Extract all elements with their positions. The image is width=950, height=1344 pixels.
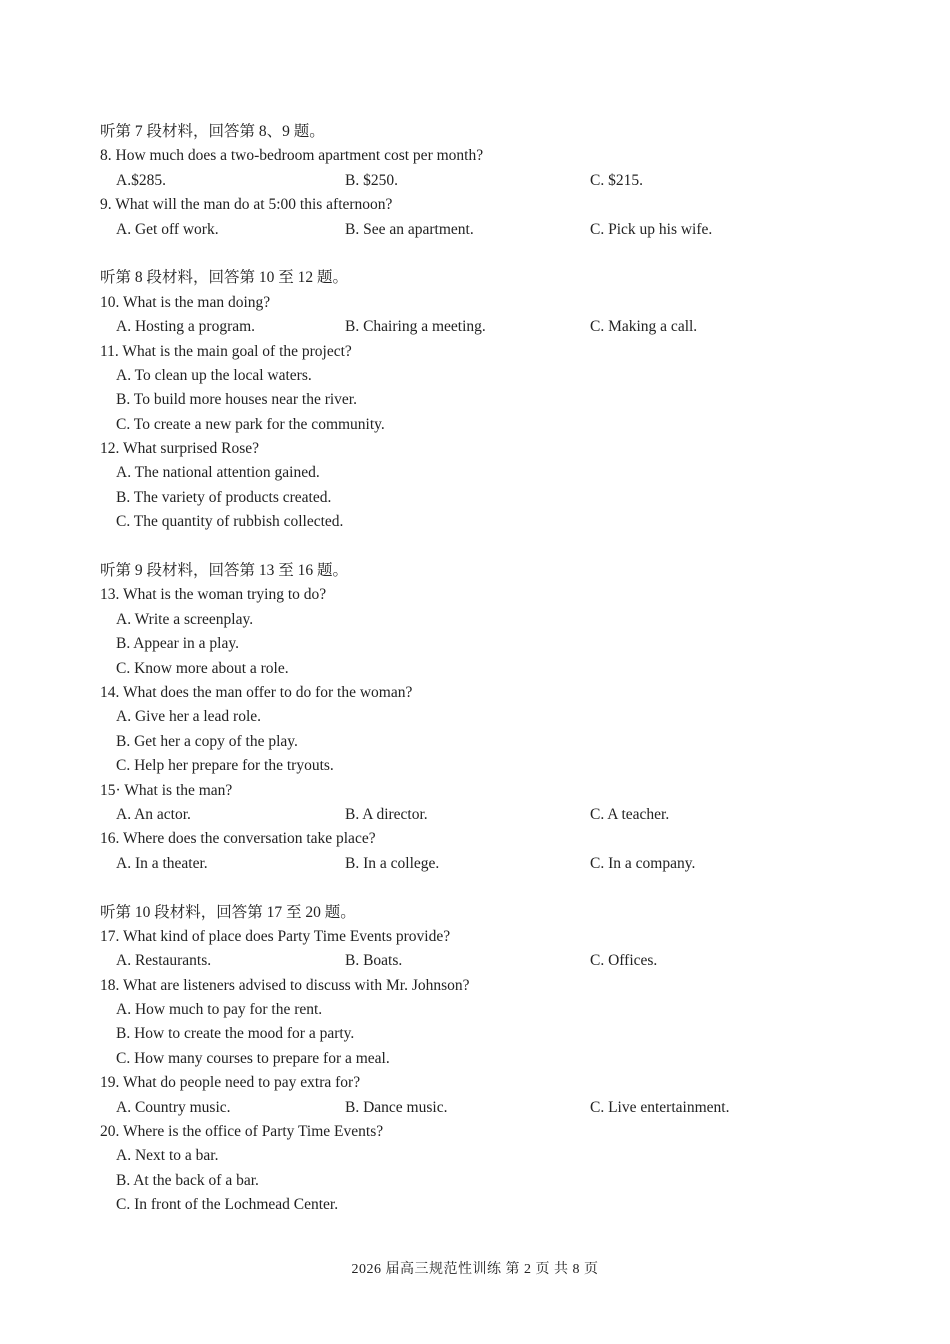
section-gap xyxy=(100,535,860,559)
option-a: A. In a theater. xyxy=(116,854,208,872)
question-text: 11. What is the main goal of the project? xyxy=(100,342,352,360)
option-a: A. An actor. xyxy=(116,805,191,823)
option-b: B. How to create the mood for a party. xyxy=(116,1025,355,1043)
option-a: A. Give her a lead role. xyxy=(116,708,262,726)
option-b: B. Boats. xyxy=(345,952,403,970)
option-b: B. $250. xyxy=(345,171,398,189)
option-b: B. Dance music. xyxy=(345,1098,448,1116)
listening-section xyxy=(100,120,860,1218)
option-c: C. Know more about a role. xyxy=(116,659,289,677)
section-heading: 听第 7 段材料，回答第 8、9 题。 xyxy=(100,123,325,140)
options-row xyxy=(100,852,860,876)
section-heading: 听第 8 段材料，回答第 10 至 12 题。 xyxy=(100,269,349,287)
option-c: C. How many courses to prepare for a meal. xyxy=(116,1049,390,1067)
section-gap xyxy=(100,876,860,900)
option-a: A. Next to a bar. xyxy=(116,1147,219,1165)
option-a: A. The national attention gained. xyxy=(116,464,320,482)
question-text: 18. What are listeners advised to discuss with Mr. Johnson? xyxy=(100,976,470,994)
option-b: B. The variety of products created. xyxy=(116,488,332,506)
option-c: C. A teacher. xyxy=(590,805,670,823)
option-c: C. Live entertainment. xyxy=(590,1098,730,1116)
option-c: C. Offices. xyxy=(590,952,658,970)
option-a: A. Country music. xyxy=(116,1098,231,1116)
question-text: 8. How much does a two-bedroom apartment cost per month? xyxy=(100,147,484,165)
option-c: C. Pick up his wife. xyxy=(590,220,713,238)
option-b: B. See an apartment. xyxy=(345,220,474,238)
option-b: B. In a college. xyxy=(345,854,440,872)
options-row xyxy=(100,315,860,339)
option-b: B. Appear in a play. xyxy=(116,635,239,653)
option-b: B. Chairing a meeting. xyxy=(345,318,486,336)
section-heading: 听第 10 段材料，回答第 17 至 20 题。 xyxy=(100,903,356,921)
question-text: 20. Where is the office of Party Time Events? xyxy=(100,1123,384,1141)
option-b: B. At the back of a bar. xyxy=(116,1171,259,1189)
section-gap xyxy=(100,242,860,266)
option-a: A. Restaurants. xyxy=(116,952,212,970)
option-a: A. Hosting a program. xyxy=(116,318,256,336)
options-row xyxy=(100,949,860,973)
question-text: 12. What surprised Rose? xyxy=(100,440,259,458)
option-a: A. To clean up the local waters. xyxy=(116,366,312,384)
question-text: 10. What is the man doing? xyxy=(100,293,271,311)
option-a: A. How much to pay for the rent. xyxy=(116,1001,323,1019)
option-c: C. In a company. xyxy=(590,854,696,872)
option-b: B. Get her a copy of the play. xyxy=(116,732,298,750)
option-c: C. To create a new park for the community. xyxy=(116,415,385,433)
option-b: B. A director. xyxy=(345,805,428,823)
options-row xyxy=(100,169,860,193)
question-text: 14. What does the man offer to do for the woman? xyxy=(100,683,413,701)
option-c: C. Help her prepare for the tryouts. xyxy=(116,757,334,775)
options-row xyxy=(100,1096,860,1120)
option-c: C. $215. xyxy=(590,171,643,189)
option-a: A. Write a screenplay. xyxy=(116,610,254,628)
question-text: 15· What is the man? xyxy=(100,781,233,799)
question-text: 9. What will the man do at 5:00 this afternoon? xyxy=(100,196,393,214)
option-c: C. Making a call. xyxy=(590,318,698,336)
question-text: 17. What kind of place does Party Time Events provide? xyxy=(100,927,451,945)
question-text: 16. Where does the conversation take place? xyxy=(100,830,376,848)
option-a: A.$285. xyxy=(116,171,166,189)
option-b: B. To build more houses near the river. xyxy=(116,391,357,409)
option-c: C. The quantity of rubbish collected. xyxy=(116,513,344,531)
section-heading: 听第 9 段材料，回答第 13 至 16 题。 xyxy=(100,562,349,580)
options-row xyxy=(100,803,860,827)
option-c: C. In front of the Lochmead Center. xyxy=(116,1196,339,1214)
page-footer: 2026 届高三规范性训练 第 2 页 共 8 页 xyxy=(351,1262,599,1277)
question-text: 13. What is the woman trying to do? xyxy=(100,586,327,604)
question-text: 19. What do people need to pay extra for? xyxy=(100,1074,361,1092)
options-row xyxy=(100,218,860,242)
option-a: A. Get off work. xyxy=(116,220,219,238)
